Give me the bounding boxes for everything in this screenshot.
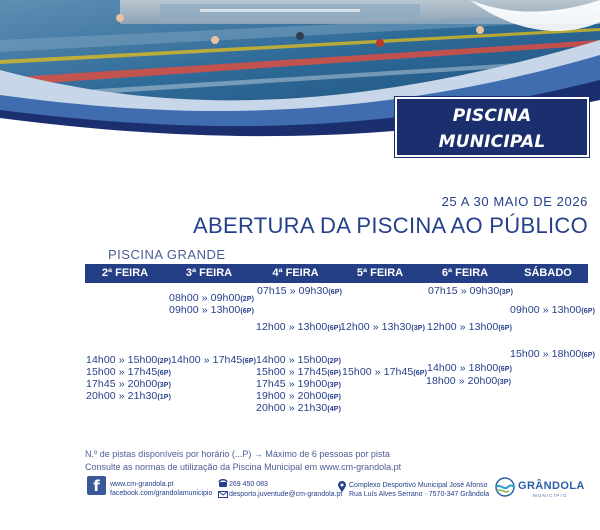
- note-lanes: N.º de pistas disponíveis por horário (...P) → Máximo de 6 pessoas por pista: [85, 449, 390, 459]
- time-slot: 14h00 » 17h45(6P): [171, 354, 256, 366]
- email-icon: [218, 491, 228, 498]
- logo-subtitle: MUNICÍPIO: [533, 493, 568, 498]
- time-slot: 15h00 » 17h45(6P): [86, 366, 171, 378]
- day-saturday: SÁBADO: [524, 267, 572, 279]
- footer-phone[interactable]: 269 450 083: [229, 481, 268, 488]
- title-line-2: DE GRÂNDOLA: [421, 158, 563, 178]
- time-slot: 20h00 » 21h30(4P): [256, 402, 341, 414]
- time-slot: 19h00 » 20h00(6P): [256, 390, 341, 402]
- time-slot: 14h00 » 15h00(2P): [86, 354, 171, 366]
- footer-website[interactable]: www.cm-grandola.pt: [110, 481, 174, 488]
- footer-email[interactable]: desporto.juventude@cm-grandola.pt: [229, 491, 343, 498]
- day-tuesday: 3ª FEIRA: [185, 267, 233, 279]
- time-slot: 12h00 » 13h00(6P): [427, 321, 512, 333]
- time-slot: 15h00 » 18h00(6P): [510, 348, 595, 360]
- time-slot: 07h15 » 09h30(6P): [257, 285, 342, 297]
- time-slot: 14h00 » 15h00(2P): [256, 354, 341, 366]
- time-slot: 17h45 » 19h00(3P): [256, 378, 341, 390]
- page-heading: ABERTURA DA PISCINA AO PÚBLICO: [193, 213, 588, 238]
- phone-icon: [218, 479, 228, 488]
- time-slot: 18h00 » 20h00(3P): [426, 375, 511, 387]
- note-rules: Consulte as normas de utilização da Piscina Municipal em www.cm-grandola.pt: [85, 462, 402, 472]
- facebook-icon: f: [87, 476, 106, 495]
- time-slot: 12h00 » 13h00(6P): [256, 321, 341, 333]
- day-wednesday: 4ª FEIRA: [272, 267, 319, 279]
- time-slot: 17h45 » 20h00(3P): [86, 378, 171, 390]
- time-slot: 07h15 » 09h30(3P): [428, 285, 513, 297]
- footer-address-1: Complexo Desportivo Municipal José Afonso: [349, 482, 488, 489]
- time-slot: 20h00 » 21h30(1P): [86, 390, 171, 402]
- time-slot: 12h00 » 13h30(3P): [340, 321, 425, 333]
- days-header-bar: [85, 264, 588, 283]
- footer-address-2: Rua Luís Alves Serrano · 7570-347 Grândola: [349, 491, 490, 498]
- logo-text: GRÂNDOLA: [518, 480, 585, 492]
- day-thursday: 5ª FEIRA: [356, 267, 404, 279]
- time-slot: 15h00 » 17h45(6P): [342, 366, 427, 378]
- footer-facebook[interactable]: facebook.com/grandolamunicipio: [110, 490, 213, 497]
- time-slot: 15h00 » 17h45(6P): [256, 366, 341, 378]
- title-box: [395, 97, 589, 178]
- time-slot: 14h00 » 18h00(6P): [427, 362, 512, 374]
- location-pin-icon: [338, 481, 346, 492]
- section-title: PISCINA GRANDE: [108, 247, 226, 262]
- time-slot: 08h00 » 09h00(2P): [169, 292, 254, 304]
- date-range: 25 A 30 MAIO DE 2026: [441, 194, 588, 209]
- wave-logo-icon: [493, 477, 517, 497]
- title-line-1: PISCINA MUNICIPAL: [438, 106, 546, 152]
- day-monday: 2ª FEIRA: [101, 267, 149, 279]
- time-slot: 09h00 » 13h00(6P): [510, 304, 595, 316]
- time-slot: 09h00 » 13h00(6P): [169, 304, 254, 316]
- day-friday: 6ª FEIRA: [441, 267, 489, 279]
